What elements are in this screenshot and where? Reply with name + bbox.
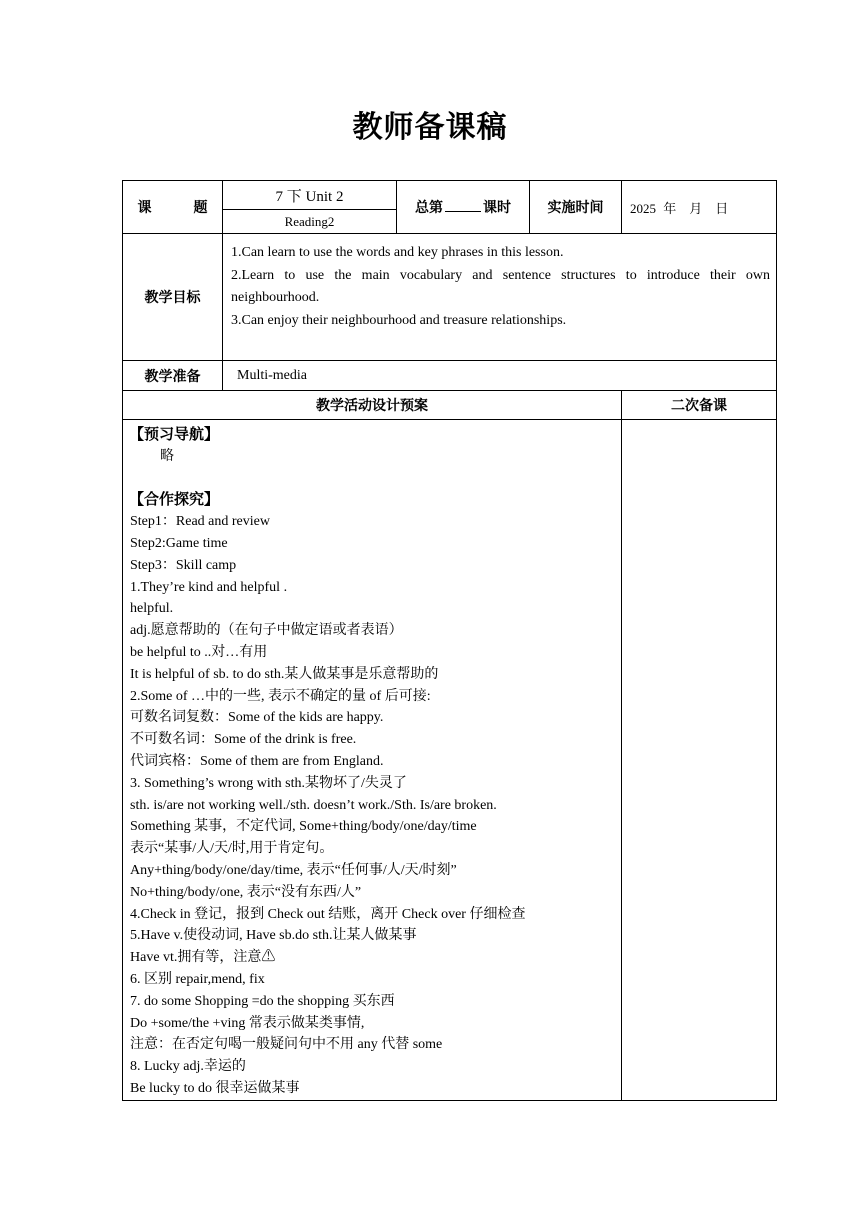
activity-line: Any+thing/body/one/day/time, 表示“任何事/人/天/时刻”	[130, 862, 457, 878]
activity-line: 4.Check in 登记，报到 Check out 结账，离开 Check over 仔细检查	[130, 906, 526, 922]
activity-line: Step2:Game time	[130, 535, 228, 551]
total-prefix: 总第	[415, 201, 443, 216]
second-prep-header: 二次备课	[622, 391, 777, 420]
total-suffix: 课时	[483, 201, 511, 216]
activity-line: Do +some/the +ving 常表示做某类事情,	[130, 1015, 365, 1031]
activity-line: Be lucky to do 很幸运做某事	[130, 1080, 300, 1096]
goal-item: 3.Can enjoy their neighbourhood and treasure relationships.	[231, 312, 567, 328]
second-prep-content	[622, 420, 777, 1101]
activity-line: helpful.	[130, 601, 174, 617]
goals-label: 教学目标	[123, 234, 223, 361]
prep-value: Multi-media	[223, 361, 777, 391]
activity-line: be helpful to ..对…有用	[130, 644, 268, 660]
activity-line: 3. Something’s wrong with sth.某物坏了/失灵了	[130, 775, 407, 791]
goals-content	[223, 234, 777, 361]
activity-lines	[130, 511, 615, 1100]
activity-header-row	[123, 391, 777, 420]
goals-row	[123, 234, 777, 361]
activity-line: Step3：Skill camp	[130, 557, 237, 573]
cooperative-section-title: 【合作探究】	[129, 490, 220, 509]
prep-label: 教学准备	[123, 361, 223, 391]
topic-row	[123, 181, 777, 234]
goal-item: 1.Can learn to use the words and key phrases in this lesson.	[231, 245, 564, 260]
activity-line: 6. 区别 repair,mend, fix	[130, 971, 265, 987]
activity-line: 不可数名词：Some of the drink is free.	[130, 732, 357, 748]
activity-content	[123, 420, 622, 1101]
activity-line: adj.愿意帮助的（在句子中做定语或者表语）	[130, 623, 403, 639]
activity-line: It is helpful of sb. to do sth.某人做某事是乐意帮助的	[130, 666, 439, 682]
date-value: 2025 年 月 日	[622, 181, 777, 234]
activity-line: 注意：在否定句喝一般疑问句中不用 any 代替 some	[130, 1037, 443, 1053]
topic-unit: 7 下 Unit 2	[223, 181, 396, 210]
document-title: 教师备课稿	[352, 110, 508, 145]
activity-line: Something 某事，不定代词, Some+thing/body/one/day/time	[130, 819, 477, 835]
topic-cell	[223, 181, 397, 234]
activity-header: 教学活动设计预案	[123, 391, 622, 420]
activity-line: 8. Lucky adj.幸运的	[130, 1059, 246, 1075]
spacer	[130, 468, 615, 490]
activity-line: 2.Some of …中的一些, 表示不确定的量 of 后可接:	[130, 688, 431, 704]
lesson-number-blank	[445, 197, 481, 212]
activity-line: No+thing/body/one, 表示“没有东西/人”	[130, 884, 362, 900]
topic-label: 课 题	[123, 181, 223, 234]
total-lessons-cell	[397, 181, 530, 234]
activity-line: 表示“某事/人/天/时,用于肯定句。	[130, 841, 334, 857]
activity-line: 可数名词复数：Some of the kids are happy.	[130, 710, 384, 726]
topic-lesson: Reading2	[284, 213, 335, 229]
time-label: 实施时间	[530, 181, 622, 234]
activity-line: Step1：Read and review	[130, 514, 270, 530]
activity-line: 1.They’re kind and helpful .	[130, 579, 288, 595]
preview-section-title: 【预习导航】	[129, 425, 220, 443]
preview-body: 略	[160, 448, 174, 464]
activity-body-row	[123, 420, 777, 1101]
activity-line: 代词宾格：Some of them are from England.	[130, 753, 384, 769]
goal-item: 2.Learn to use the main vocabulary and sentence structures to introduce their own	[231, 267, 770, 283]
lesson-plan-table	[122, 180, 777, 1101]
activity-line: 5.Have v.使役动词, Have sb.do sth.让某人做某事	[130, 928, 417, 944]
goal-item: neighbourhood.	[231, 290, 320, 305]
activity-line: sth. is/are not working well./sth. doesn’t work./Sth. Is/are broken.	[130, 797, 497, 813]
activity-line: Have vt.拥有等，注意⚠	[130, 950, 276, 966]
activity-line: 7. do some Shopping =do the shopping 买东西	[130, 993, 395, 1009]
prep-row	[123, 361, 777, 391]
